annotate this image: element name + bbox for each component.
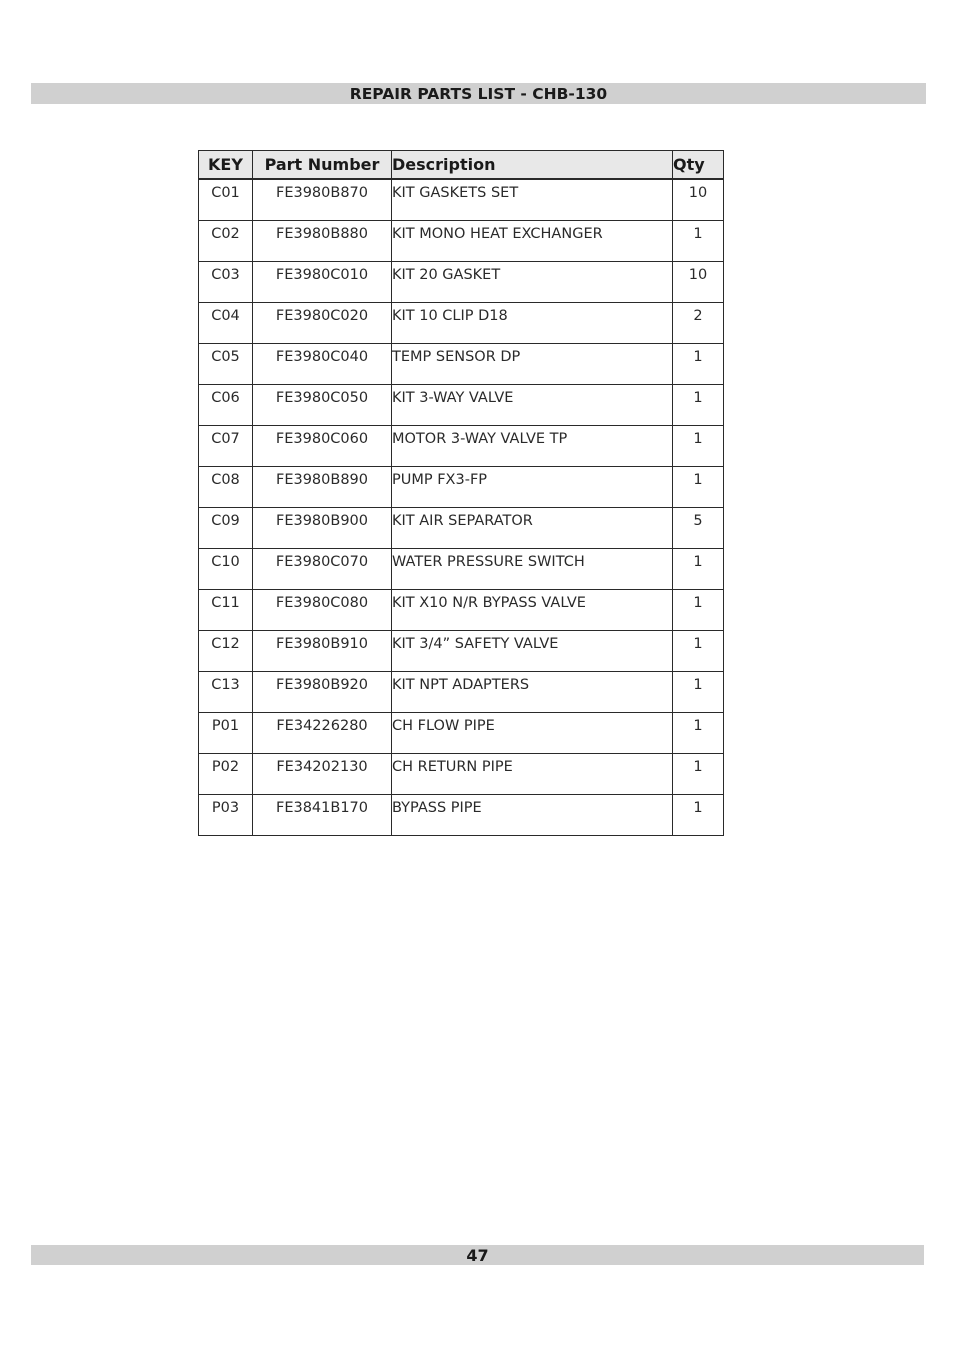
- cell-qty: 1: [673, 713, 724, 754]
- cell-qty: 1: [673, 385, 724, 426]
- repair-parts-table: [198, 150, 724, 836]
- cell-key: C04: [199, 303, 253, 344]
- cell-key: C09: [199, 508, 253, 549]
- table-row: [199, 344, 724, 385]
- cell-description: MOTOR 3-WAY VALVE TP: [392, 426, 673, 467]
- cell-key: C06: [199, 385, 253, 426]
- cell-key: C08: [199, 467, 253, 508]
- cell-qty: 10: [673, 262, 724, 303]
- cell-description: KIT MONO HEAT EXCHANGER: [392, 221, 673, 262]
- cell-qty: 1: [673, 631, 724, 672]
- cell-part-number: FE3980B890: [253, 467, 392, 508]
- cell-key: C02: [199, 221, 253, 262]
- cell-description: KIT AIR SEPARATOR: [392, 508, 673, 549]
- cell-description: KIT X10 N/R BYPASS VALVE: [392, 590, 673, 631]
- table-row: [199, 672, 724, 713]
- table-row: [199, 549, 724, 590]
- cell-description: WATER PRESSURE SWITCH: [392, 549, 673, 590]
- cell-key: C13: [199, 672, 253, 713]
- cell-description: PUMP FX3-FP: [392, 467, 673, 508]
- cell-key: C01: [199, 179, 253, 221]
- cell-key: P01: [199, 713, 253, 754]
- cell-qty: 1: [673, 344, 724, 385]
- cell-part-number: FE3980C010: [253, 262, 392, 303]
- cell-description: KIT 3/4” SAFETY VALVE: [392, 631, 673, 672]
- cell-key: C03: [199, 262, 253, 303]
- cell-qty: 1: [673, 795, 724, 836]
- cell-qty: 1: [673, 467, 724, 508]
- cell-key: C11: [199, 590, 253, 631]
- cell-qty: 1: [673, 754, 724, 795]
- table-header-row: [199, 151, 724, 180]
- cell-description: CH RETURN PIPE: [392, 754, 673, 795]
- table-row: [199, 713, 724, 754]
- table-row: [199, 754, 724, 795]
- table-row: [199, 385, 724, 426]
- table-row: [199, 179, 724, 221]
- cell-part-number: FE3980B920: [253, 672, 392, 713]
- cell-qty: 1: [673, 590, 724, 631]
- cell-part-number: FE34202130: [253, 754, 392, 795]
- cell-part-number: FE3980C060: [253, 426, 392, 467]
- cell-qty: 1: [673, 672, 724, 713]
- cell-description: TEMP SENSOR DP: [392, 344, 673, 385]
- table-row: [199, 426, 724, 467]
- cell-description: KIT 3-WAY VALVE: [392, 385, 673, 426]
- cell-key: C10: [199, 549, 253, 590]
- column-header-qty: Qty: [673, 151, 724, 180]
- table-row: [199, 508, 724, 549]
- cell-part-number: FE3980C050: [253, 385, 392, 426]
- cell-description: CH FLOW PIPE: [392, 713, 673, 754]
- cell-description: KIT 10 CLIP D18: [392, 303, 673, 344]
- cell-part-number: FE3980B870: [253, 179, 392, 221]
- cell-qty: 10: [673, 179, 724, 221]
- table-row: [199, 262, 724, 303]
- cell-part-number: FE3980C070: [253, 549, 392, 590]
- cell-key: C12: [199, 631, 253, 672]
- column-header-part-number: Part Number: [253, 151, 392, 180]
- cell-part-number: FE3980B880: [253, 221, 392, 262]
- table-row: [199, 590, 724, 631]
- cell-part-number: FE34226280: [253, 713, 392, 754]
- cell-part-number: FE3980C080: [253, 590, 392, 631]
- table-row: [199, 303, 724, 344]
- cell-part-number: FE3980C020: [253, 303, 392, 344]
- cell-qty: 5: [673, 508, 724, 549]
- cell-part-number: FE3841B170: [253, 795, 392, 836]
- table-row: [199, 467, 724, 508]
- page-header: [31, 83, 926, 104]
- cell-part-number: FE3980B900: [253, 508, 392, 549]
- cell-part-number: FE3980B910: [253, 631, 392, 672]
- cell-description: KIT NPT ADAPTERS: [392, 672, 673, 713]
- table-row: [199, 795, 724, 836]
- table-row: [199, 221, 724, 262]
- page-title: REPAIR PARTS LIST - CHB-130: [349, 85, 608, 103]
- cell-key: C05: [199, 344, 253, 385]
- cell-description: KIT GASKETS SET: [392, 179, 673, 221]
- cell-key: P03: [199, 795, 253, 836]
- column-header-description: Description: [392, 151, 673, 180]
- table-body: [199, 179, 724, 836]
- cell-qty: 2: [673, 303, 724, 344]
- page-footer: [31, 1245, 924, 1265]
- table-row: [199, 631, 724, 672]
- cell-description: BYPASS PIPE: [392, 795, 673, 836]
- cell-part-number: FE3980C040: [253, 344, 392, 385]
- cell-qty: 1: [673, 426, 724, 467]
- cell-description: KIT 20 GASKET: [392, 262, 673, 303]
- cell-qty: 1: [673, 221, 724, 262]
- cell-qty: 1: [673, 549, 724, 590]
- column-header-key: KEY: [199, 151, 253, 180]
- page-number: 47: [466, 1246, 489, 1265]
- cell-key: P02: [199, 754, 253, 795]
- cell-key: C07: [199, 426, 253, 467]
